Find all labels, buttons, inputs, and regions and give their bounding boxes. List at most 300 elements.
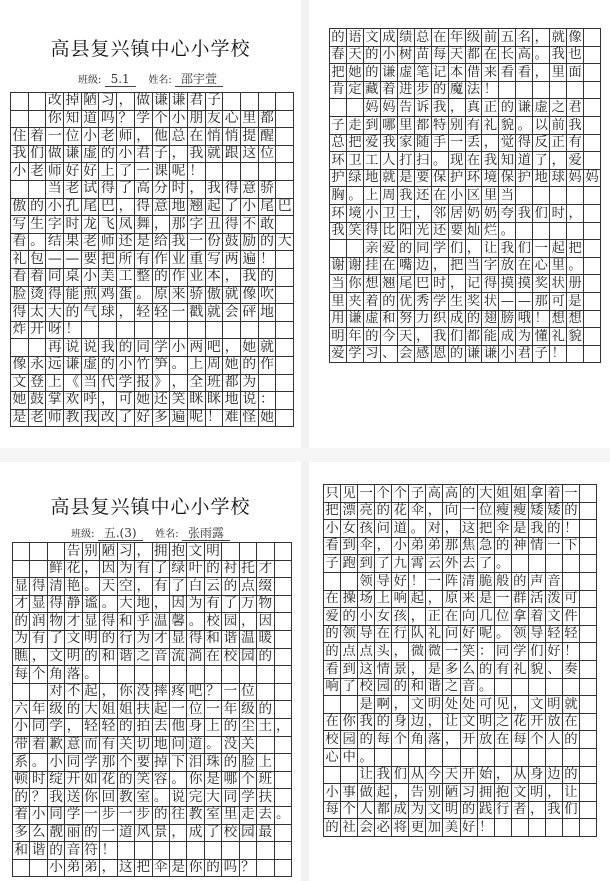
grid-cell: 轻 — [546, 626, 563, 644]
grid-cell: 在 — [432, 187, 449, 205]
grid-cell: ， — [529, 802, 546, 820]
grid-cell: 笑 — [170, 392, 188, 410]
grid-cell — [240, 543, 257, 561]
grid-cell: 的 — [83, 649, 100, 667]
grid-cell — [330, 240, 347, 258]
grid-cell: 状 — [482, 293, 499, 311]
grid-cell: 从 — [512, 767, 529, 785]
grid-cell: 对 — [426, 520, 443, 538]
grid-cell: 道 — [516, 152, 533, 170]
grid-cell — [347, 99, 364, 117]
grid-cell: 成 — [187, 825, 204, 843]
grid-cell — [223, 322, 241, 340]
grid-cell: 之 — [495, 714, 512, 732]
grid-cell: 上 — [364, 187, 381, 205]
grid-cell: 别 — [83, 543, 100, 561]
grid-cell: 她 — [347, 64, 364, 82]
grid-cell: 的 — [117, 339, 135, 357]
grid-cell: 万 — [240, 596, 257, 614]
grid-cell — [30, 684, 47, 702]
grid-cell — [443, 749, 460, 767]
grid-cell: 的 — [392, 679, 409, 697]
grid-cell — [584, 328, 601, 346]
grid-cell: 歉 — [48, 737, 65, 755]
grid-cell — [276, 410, 294, 428]
grid-cell: 有 — [135, 251, 153, 269]
vertical-gutter — [301, 0, 309, 881]
grid-cell — [275, 842, 292, 860]
grid-cell: 教 — [118, 789, 135, 807]
grid-cell: 文 — [426, 802, 443, 820]
grid-cell: 尾 — [82, 199, 100, 217]
grid-cell: 导 — [375, 573, 392, 591]
grid-cell: 怪 — [241, 410, 259, 428]
grid-cell: 他 — [170, 719, 187, 737]
grid-cell: 瘦 — [495, 503, 512, 521]
grid-cell: 翘 — [381, 275, 398, 293]
grid-cell: 我 — [567, 117, 584, 135]
grid-cell: 随 — [415, 135, 432, 153]
grid-cell: 心 — [533, 258, 550, 276]
grid-cell: 着 — [29, 269, 47, 287]
grid-cell: 矮 — [529, 503, 546, 521]
grid-cell: 而 — [83, 737, 100, 755]
grid-cell — [550, 82, 567, 100]
grid-cell: 音 — [65, 842, 82, 860]
grid-cell: 把 — [478, 520, 495, 538]
grid-cell: ， — [170, 146, 188, 164]
grid-cell: 艳 — [65, 578, 82, 596]
grid-cell: 同 — [65, 754, 82, 772]
grid-cell: 中 — [341, 749, 358, 767]
grid-cell: 到 — [364, 117, 381, 135]
grid-cell: 遍 — [170, 410, 188, 428]
grid-cell: 的 — [83, 825, 100, 843]
grid-cell: 老 — [29, 163, 47, 181]
grid-cell — [347, 240, 364, 258]
grid-cell: 为 — [187, 596, 204, 614]
grid-cell: 让 — [443, 714, 460, 732]
grid-cell: 册 — [567, 275, 584, 293]
grid-cell: 前 — [550, 117, 567, 135]
grid-cell: 在 — [375, 626, 392, 644]
grid-cell: 上 — [46, 375, 64, 393]
grid-cell: 都 — [466, 47, 483, 65]
grid-cell — [529, 679, 546, 697]
grid-cell: 就 — [563, 696, 580, 714]
grid-cell: 觉 — [499, 135, 516, 153]
grid-cell: 得 — [223, 181, 241, 199]
grid-cell: 本 — [449, 64, 466, 82]
grid-cell — [222, 543, 239, 561]
grid-cell: 的 — [381, 293, 398, 311]
grid-cell: 个 — [375, 485, 392, 503]
grid-cell: 切 — [135, 737, 152, 755]
grid-cell: 两 — [188, 339, 206, 357]
grid-cell: 情 — [375, 661, 392, 679]
grid-cell: 借 — [466, 64, 483, 82]
grid-cell: 环 — [330, 152, 347, 170]
grid-cell: 我 — [516, 205, 533, 223]
grid-cell: 们 — [392, 767, 409, 785]
grid-cell: 伞 — [409, 503, 426, 521]
grid-cell: 之 — [550, 99, 567, 117]
grid-cell: 春 — [330, 47, 347, 65]
grid-cell: 一 — [100, 825, 117, 843]
grid-cell: 起 — [550, 240, 567, 258]
grid-cell: ， — [117, 199, 135, 217]
grid-cell: 想 — [550, 311, 567, 329]
grid-cell: 天 — [100, 578, 117, 596]
grid-cell: 社 — [341, 819, 358, 837]
grid-cell: 她 — [259, 410, 277, 428]
grid-cell: 的 — [257, 701, 274, 719]
grid-cell: 得 — [99, 181, 117, 199]
grid-cell: 哪 — [381, 117, 398, 135]
grid-cell: 远 — [46, 357, 64, 375]
grid-cell: 急 — [478, 538, 495, 556]
grid-cell: ！ — [206, 410, 224, 428]
grid-cell — [567, 223, 584, 241]
grid-cell: 脆 — [478, 573, 495, 591]
grid-cell — [135, 322, 153, 340]
grid-cell: 说 — [82, 339, 100, 357]
grid-cell: 笔 — [415, 64, 432, 82]
grid-cell: 在 — [381, 258, 398, 276]
grid-cell: 永 — [29, 357, 47, 375]
grid-cell: 骄 — [259, 181, 277, 199]
grid-cell: ， — [426, 591, 443, 609]
grid-cell: 同 — [46, 269, 64, 287]
grid-cell: 开 — [65, 772, 82, 790]
grid-cell: 字 — [188, 216, 206, 234]
grid-cell: ！ — [533, 311, 550, 329]
grid-cell: 大 — [276, 234, 294, 252]
grid-cell: ， — [432, 258, 449, 276]
grid-cell: 和 — [205, 631, 222, 649]
grid-cell — [257, 860, 274, 878]
grid-cell: 你 — [347, 275, 364, 293]
grid-cell: 文 — [512, 784, 529, 802]
grid-cell: 呢 — [478, 626, 495, 644]
grid-cell: ， — [135, 543, 152, 561]
grid-cell: 煎 — [82, 287, 100, 305]
grid-cell — [512, 679, 529, 697]
grid-cell: 有 — [30, 631, 47, 649]
grid-cell: 更 — [409, 819, 426, 837]
grid-cell: 个 — [392, 731, 409, 749]
grid-cell: 的 — [65, 701, 82, 719]
grid-cell: 像 — [241, 287, 259, 305]
grid-cell: 子 — [409, 485, 426, 503]
grid-cell: 君 — [567, 99, 584, 117]
grid-cell: 那 — [100, 754, 117, 772]
grid-cell: 谐 — [30, 842, 47, 860]
grid-cell: 我 — [482, 152, 499, 170]
grid-cell: 道 — [187, 737, 204, 755]
grid-cell: 球 — [550, 170, 567, 188]
grid-cell: 外 — [443, 555, 460, 573]
grid-cell — [584, 258, 601, 276]
grid-cell: 呢 — [170, 163, 188, 181]
grid-cell: 爱 — [381, 240, 398, 258]
grid-cell: 太 — [29, 304, 47, 322]
grid-cell: 落 — [65, 666, 82, 684]
school-name-header: 高县复兴镇中心小学校 — [50, 38, 251, 60]
grid-cell: ， — [409, 661, 426, 679]
grid-cell: 们 — [533, 205, 550, 223]
grid-cell: 球 — [99, 304, 117, 322]
grid-cell: 尾 — [398, 275, 415, 293]
grid-cell: 音 — [461, 679, 478, 697]
grid-cell — [550, 223, 567, 241]
grid-cell: 的 — [563, 731, 580, 749]
grid-cell: 现 — [449, 152, 466, 170]
grid-cell: 个 — [392, 485, 409, 503]
grid-cell: 打 — [398, 152, 415, 170]
grid-cell — [187, 842, 204, 860]
grid-cell: 云 — [205, 578, 222, 596]
grid-cell: 想 — [364, 275, 381, 293]
grid-cell: 的 — [153, 269, 171, 287]
grid-cell: ！ — [188, 163, 206, 181]
grid-cell: 结 — [46, 234, 64, 252]
grid-cell: ， — [153, 596, 170, 614]
grid-cell: 没 — [222, 737, 239, 755]
grid-cell — [275, 789, 292, 807]
grid-cell: ， — [170, 375, 188, 393]
grid-cell: 小 — [170, 339, 188, 357]
grid-cell: 就 — [381, 170, 398, 188]
grid-cell: 时 — [432, 275, 449, 293]
grid-cell: 文 — [461, 714, 478, 732]
grid-cell: 奶 — [466, 205, 483, 223]
grid-cell: 般 — [495, 573, 512, 591]
grid-cell: 巴 — [415, 275, 432, 293]
grid-cell: 今 — [381, 328, 398, 346]
grid-cell: 每 — [13, 666, 30, 684]
grid-cell: 伞 — [358, 538, 375, 556]
grid-cell: 和 — [381, 311, 398, 329]
grid-cell: 高 — [426, 485, 443, 503]
grid-cell — [580, 591, 597, 609]
grid-cell — [275, 596, 292, 614]
grid-cell: 登 — [29, 375, 47, 393]
grid-cell: 得 — [482, 275, 499, 293]
grid-cell: 天 — [443, 767, 460, 785]
grid-cell: 让 — [482, 240, 499, 258]
grid-cell: 系 — [13, 754, 30, 772]
grid-cell: 得 — [187, 631, 204, 649]
grid-cell: 小 — [170, 111, 188, 129]
grid-cell: ！ — [259, 251, 277, 269]
grid-cell: ， — [409, 608, 426, 626]
grid-cell: ， — [512, 696, 529, 714]
grid-cell: 园 — [240, 825, 257, 843]
grid-cell — [584, 240, 601, 258]
grid-cell: 法 — [466, 82, 483, 100]
grid-cell: 到 — [341, 661, 358, 679]
grid-cell: 尘 — [240, 719, 257, 737]
grid-cell: 报 — [135, 375, 153, 393]
grid-cell: 字 — [482, 258, 499, 276]
grid-cell: 小 — [13, 719, 30, 737]
grid-cell — [584, 29, 601, 47]
class-label: 班级: — [78, 75, 102, 86]
grid-cell — [275, 631, 292, 649]
grid-cell: 云 — [426, 555, 443, 573]
grid-cell: 学 — [153, 339, 171, 357]
grid-cell — [117, 322, 135, 340]
grid-cell: 谢 — [347, 258, 364, 276]
grid-cell: 大 — [83, 701, 100, 719]
grid-cell: 要 — [82, 251, 100, 269]
grid-cell — [276, 251, 294, 269]
grid-cell: 子 — [153, 146, 171, 164]
grid-cell — [512, 555, 529, 573]
grid-cell: ， — [30, 649, 47, 667]
grid-cell: 告 — [409, 784, 426, 802]
grid-cell: 欢 — [64, 392, 82, 410]
grid-cell: 的 — [222, 754, 239, 772]
grid-cell — [495, 749, 512, 767]
grid-cell: 园 — [240, 649, 257, 667]
grid-cell: 地 — [364, 170, 381, 188]
grid-cell: 护 — [330, 170, 347, 188]
grid-cell: 着 — [13, 807, 30, 825]
grid-cell: 九 — [392, 555, 409, 573]
grid-cell: 一 — [443, 643, 460, 661]
grid-cell — [341, 767, 358, 785]
grid-cell: 得 — [11, 304, 29, 322]
grid-cell: 大 — [118, 596, 135, 614]
grid-cell: 所 — [117, 251, 135, 269]
grid-cell: 住 — [11, 128, 29, 146]
grid-cell: 没 — [135, 684, 152, 702]
grid-cell: 声 — [529, 573, 546, 591]
grid-cell: ， — [426, 503, 443, 521]
grid-cell: 以 — [533, 117, 550, 135]
name-label: 姓名: — [148, 75, 172, 86]
manuscript-grid — [12, 542, 292, 877]
grid-cell: 润 — [30, 613, 47, 631]
grid-cell: 谦 — [347, 311, 364, 329]
grid-cell: 奏 — [563, 661, 580, 679]
grid-cell: 着 — [30, 737, 47, 755]
grid-cell: 亮 — [358, 503, 375, 521]
grid-cell: 得 — [516, 135, 533, 153]
grid-cell: 名 — [516, 29, 533, 47]
grid-cell: 》 — [153, 375, 171, 393]
grid-cell: 是 — [567, 293, 584, 311]
grid-cell — [188, 322, 206, 340]
grid-cell: 关 — [240, 737, 257, 755]
grid-cell: 《 — [64, 375, 82, 393]
grid-cell: 我 — [432, 328, 449, 346]
grid-cell: 开 — [529, 714, 546, 732]
grid-cell: 室 — [135, 789, 152, 807]
grid-cell: 六 — [13, 701, 30, 719]
grid-cell: 就 — [206, 304, 224, 322]
grid-cell: 姐 — [100, 701, 117, 719]
grid-cell: 里 — [398, 117, 415, 135]
grid-cell — [275, 613, 292, 631]
grid-cell: 文 — [409, 696, 426, 714]
grid-cell: 上 — [99, 163, 117, 181]
grid-cell — [584, 205, 601, 223]
grid-cell: ， — [170, 825, 187, 843]
grid-cell: 了 — [205, 825, 222, 843]
grid-cell: 美 — [443, 819, 460, 837]
grid-cell: 把 — [324, 503, 341, 521]
grid-cell: 。 — [409, 520, 426, 538]
grid-cell: 年 — [222, 701, 239, 719]
grid-cell — [275, 649, 292, 667]
grid-cell: 像 — [11, 357, 29, 375]
grid-cell: 着 — [29, 128, 47, 146]
grid-cell: 小 — [11, 163, 29, 181]
essay-page-4 — [309, 462, 610, 881]
grid-cell: 课 — [153, 163, 171, 181]
grid-cell: 里 — [482, 187, 499, 205]
grid-cell: 那 — [170, 216, 188, 234]
grid-cell: 的 — [432, 82, 449, 100]
grid-cell: — — [499, 293, 516, 311]
grid-cell — [275, 772, 292, 790]
grid-cell: 。 — [153, 789, 170, 807]
grid-cell: 护 — [449, 170, 466, 188]
grid-cell: 反 — [533, 135, 550, 153]
grid-cell: 最 — [257, 825, 274, 843]
grid-cell: 了 — [222, 596, 239, 614]
grid-cell — [170, 322, 188, 340]
grid-cell: 的 — [461, 485, 478, 503]
grid-cell: 的 — [563, 503, 580, 521]
grid-cell: 漂 — [341, 503, 358, 521]
grid-cell: 谧 — [83, 596, 100, 614]
grid-cell: 是 — [11, 410, 29, 428]
grid-cell: 扶 — [257, 789, 274, 807]
grid-cell: 妈 — [567, 170, 584, 188]
grid-cell: 有 — [205, 596, 222, 614]
grid-cell: 几 — [478, 608, 495, 626]
grid-cell: 流 — [170, 649, 187, 667]
grid-cell — [478, 749, 495, 767]
grid-cell: 舞 — [135, 216, 153, 234]
grid-cell: 问 — [443, 626, 460, 644]
grid-cell: 给 — [153, 234, 171, 252]
grid-cell: ？ — [117, 111, 135, 129]
grid-cell — [240, 666, 257, 684]
grid-cell: 将 — [392, 819, 409, 837]
grid-cell — [512, 749, 529, 767]
grid-cell: 貌 — [499, 117, 516, 135]
grid-cell — [580, 520, 597, 538]
essay-page-3 — [0, 462, 301, 881]
grid-cell: 翘 — [188, 199, 206, 217]
grid-cell: 脸 — [240, 754, 257, 772]
grid-cell: 室 — [205, 807, 222, 825]
grid-cell: 们 — [449, 240, 466, 258]
grid-cell: 呼 — [82, 392, 100, 410]
grid-cell: 老 — [29, 410, 47, 428]
grid-cell: 当 — [499, 187, 516, 205]
grid-cell — [375, 749, 392, 767]
grid-cell: 开 — [29, 322, 47, 340]
grid-cell: 花 — [392, 503, 409, 521]
grid-cell: 静 — [65, 596, 82, 614]
grid-cell — [241, 163, 259, 181]
